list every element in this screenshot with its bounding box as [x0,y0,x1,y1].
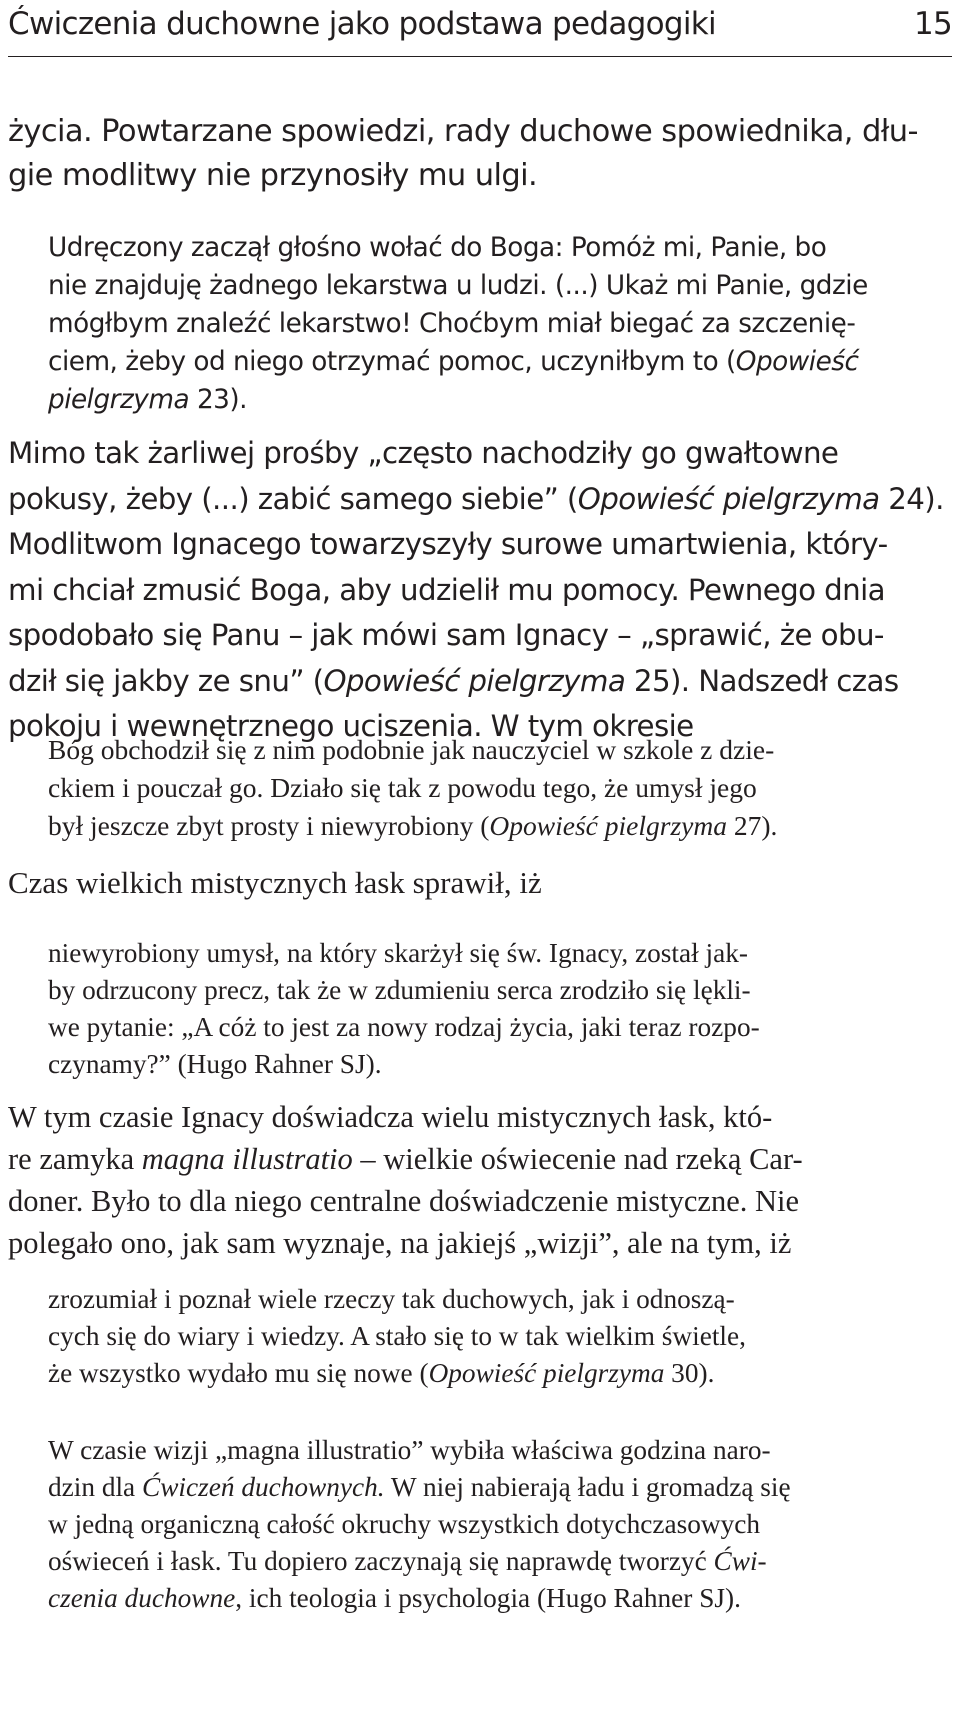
block-quote-3 [48,935,760,1083]
paragraph-text: re zamyka [8,1142,142,1176]
block-quote-5 [48,1432,791,1617]
quote-line: niewyrobiony umysł, na który skarżył się św. Ignacy, został jak- [48,938,748,968]
quote-title-italic: Ćwiczeń duchownych. [142,1472,385,1502]
paragraph-text: – wielkie oświecenie nad rzeką Car- [352,1142,803,1176]
quote-text: W niej nabierają ładu i gromadzą się [384,1472,791,1502]
paragraph-text: dził się jakby ze snu” ( [8,663,324,698]
paragraph-line: doner. Było to dla niego centralne doświadczenie mistyczne. Nie [8,1184,800,1218]
quote-title-italic: Opowieść pielgrzyma [489,810,727,841]
quote-line: zrozumiał i poznał wiele rzeczy tak duchowych, jak i odnoszą- [48,1284,735,1314]
citation-title-italic: Opowieść pielgrzyma [577,481,880,516]
quote-text: że wszystko wydało mu się nowe ( [48,1358,429,1388]
paragraph-line: spodobało się Panu – jak mówi sam Ignacy – „sprawić, że obu- [8,618,884,652]
running-header-title: Ćwiczenia duchowne jako podstawa pedagogiki [8,6,716,42]
citation-title-italic: Opowieść pielgrzyma [323,663,626,698]
quote-line: cych się do wiary i wiedzy. A stało się to w tak wielkim świetle, [48,1321,746,1351]
quote-line: we pytanie: „A cóż to jest za nowy rodzaj życia, jaki teraz rozpo- [48,1012,760,1042]
quote-title-italic: Opowieść pielgrzyma [428,1358,665,1388]
latin-term-italic: magna illustratio [141,1142,353,1176]
quote-text: ciem, żeby od niego otrzymać pomoc, uczyniłbym to ( [48,347,736,377]
quote-text: 27). [726,810,778,841]
quote-title-italic: Ćwi- [713,1546,767,1576]
block-quote-4 [48,1281,746,1392]
quote-line: by odrzucony precz, tak że w zdumieniu serca zrodziło się lękli- [48,975,751,1005]
paragraph-line [8,659,944,705]
quote-title-italic: czenia duchowne [48,1583,236,1613]
quote-text: 30). [664,1358,715,1388]
quote-text: , ich teologia i psychologia (Hugo Rahner SJ). [235,1583,741,1613]
paragraph-line: pokoju i wewnętrznego uciszenia. W tym okresie [8,709,694,743]
paragraph-1 [8,110,918,198]
paragraph-text: pokusy, żeby (...) zabić samego siebie” ( [8,481,578,516]
quote-line [48,1355,746,1392]
quote-line: nie znajduję żadnego lekarstwa u ludzi. (...) Ukaż mi Panie, gdzie [48,271,868,301]
paragraph-line: mi chciał zmusić Boga, aby udzielił mu pomocy. Pewnego dnia [8,572,886,607]
quote-title-italic: Opowieść [735,347,859,377]
paragraph-line [8,477,944,523]
paragraph-text: 25). Nadszedł czas [625,663,899,698]
paragraph-3 [8,862,542,904]
paragraph-line: Modlitwom Ignacego towarzyszyły surowe umartwienia, który- [8,527,888,561]
quote-line [48,343,868,381]
block-quote-2 [48,731,777,845]
quote-text: był jeszcze zbyt prosty i niewyrobiony ( [48,810,490,841]
quote-line [48,1543,791,1580]
page-number: 15 [913,6,952,42]
quote-text: oświeceń i łask. Tu dopiero zaczynają się naprawdę tworzyć [48,1546,714,1576]
quote-line [48,1580,791,1617]
paragraph-line: Czas wielkich mistycznych łask sprawił, iż [8,865,542,900]
quote-line: W czasie wizji „magna illustratio” wybiła właściwa godzina naro- [48,1435,771,1465]
paragraph-line: polegało ono, jak sam wyznaje, na jakiejś „wizji”, ale na tym, iż [8,1226,792,1260]
paragraph-text: 24). [879,481,944,516]
quote-line: Udręczony zaczął głośno wołać do Boga: Pomóż mi, Panie, bo [48,233,827,263]
quote-line: ckiem i pouczał go. Działo się tak z powodu tego, że umysł jego [48,772,757,803]
quote-line [48,807,777,845]
quote-line: w jedną organiczną całość okruchy wszystkich dotychczasowych [48,1509,760,1539]
block-quote-1 [48,229,868,419]
paragraph-2 [8,431,944,750]
paragraph-line: gie modlitwy nie przynosiły mu ulgi. [8,158,538,193]
quote-line: czynamy?” (Hugo Rahner SJ). [48,1049,382,1079]
quote-text: 23). [189,385,248,415]
quote-line [48,381,868,419]
paragraph-line: W tym czasie Ignacy doświadcza wielu mistycznych łask, któ- [8,1100,773,1134]
quote-line: mógłbym znaleźć lekarstwo! Choćbym miał biegać za szczenię- [48,309,856,339]
paragraph-4 [8,1096,803,1264]
running-header [8,0,952,57]
paragraph-line: życia. Powtarzane spowiedzi, rady duchowe spowiednika, dłu- [8,114,918,149]
quote-text: dzin dla [48,1472,142,1502]
quote-title-italic: pielgrzyma [48,385,190,415]
quote-line: Bóg obchodził się z nim podobnie jak nauczyciel w szkole z dzie- [48,734,775,765]
quote-line [48,1469,791,1506]
paragraph-line [8,1138,803,1180]
paragraph-line: Mimo tak żarliwej prośby „często nachodziły go gwałtowne [8,436,839,470]
